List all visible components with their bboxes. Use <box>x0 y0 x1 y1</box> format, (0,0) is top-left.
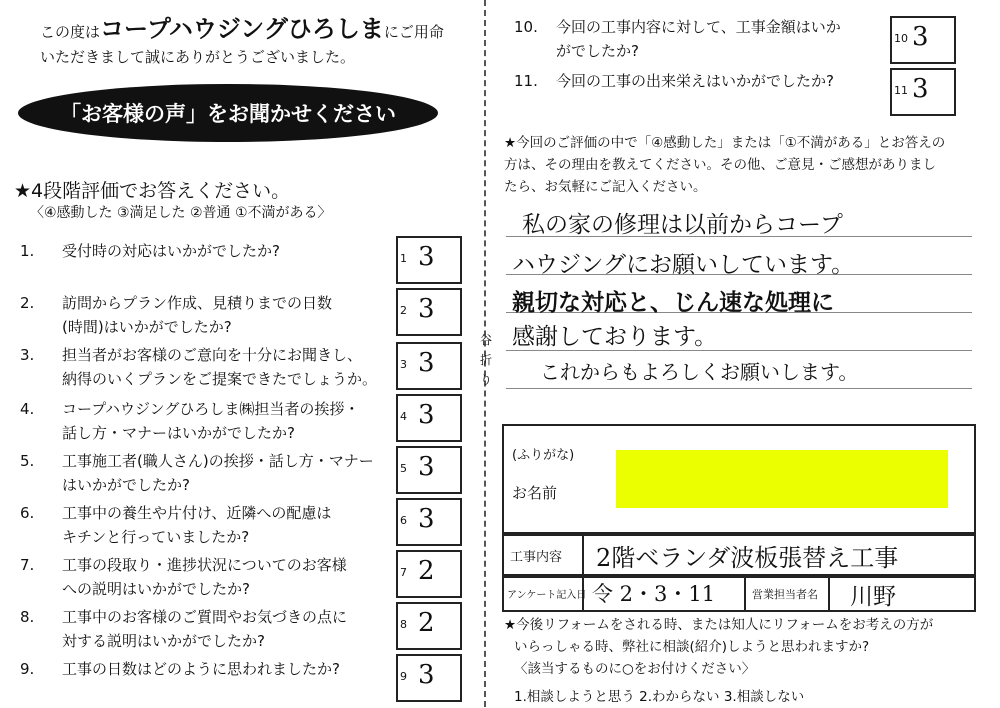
answer-value: 3 <box>912 22 929 52</box>
greeting-prefix: この度は <box>40 23 101 41</box>
customer-box <box>502 424 976 536</box>
footer-line-1: ★今後リフォームをされる時、または知人にリフォームをお考えの方が <box>504 617 934 633</box>
footer-line-2: いらっしゃる時、弊社に相談(紹介)しようと思われますか? <box>514 639 870 655</box>
question-text: はいかがでしたか? <box>62 476 190 494</box>
name-label: お名前 <box>512 484 558 502</box>
date-value: 令 2・3・11 <box>592 582 716 606</box>
work-row <box>502 532 976 578</box>
staff-value: 川野 <box>850 584 896 610</box>
question-text: 話し方・マナーはいかがでしたか? <box>62 424 295 442</box>
greeting-line-1 <box>40 14 444 43</box>
question-text: への説明はいかがでしたか? <box>62 580 250 598</box>
answer-box-number: 8 <box>400 618 407 631</box>
footer-line-3: 〈該当するものに○をお付けください〉 <box>514 661 756 677</box>
question-text: 納得のいくプランをご提案できたでしょうか。 <box>62 370 378 388</box>
answer-value: 3 <box>418 348 435 378</box>
footer-line-4: 1.相談しようと思う 2.わからない 3.相談しない <box>514 689 805 705</box>
answer-box-2[interactable] <box>396 288 462 336</box>
work-label: 工事内容 <box>510 550 563 565</box>
question-number: 10. <box>514 18 538 36</box>
name-redaction <box>616 450 948 508</box>
answer-box-number: 5 <box>400 462 407 475</box>
date-label-cell <box>504 576 587 610</box>
question-text: 工事施工者(職人さん)の挨拶・話し方・マナー <box>62 452 374 470</box>
comment-intro-1: ★今回のご評価の中で「④感動した」または「①不満がある」とお答えの <box>504 135 946 151</box>
furigana-label: (ふりがな) <box>512 448 575 463</box>
answer-value: 3 <box>418 660 435 690</box>
question-text: 担当者がお客様のご意向を十分にお聞きし、 <box>62 346 363 364</box>
answer-value: 3 <box>418 242 435 272</box>
answer-value: 3 <box>912 74 929 104</box>
comment-line-3: 親切な対応と、じん速な処理に <box>512 289 834 316</box>
answer-value: 3 <box>418 400 435 430</box>
answer-box-9[interactable] <box>396 654 462 702</box>
answer-box-number: 6 <box>400 514 407 527</box>
question-text: (時間)はいかがでしたか? <box>62 318 232 336</box>
answer-box-7[interactable] <box>396 550 462 598</box>
answer-box-number: 4 <box>400 410 407 423</box>
question-text: 訪問からプラン作成、見積りまでの日数 <box>62 294 333 312</box>
question-number: 11. <box>514 72 538 90</box>
question-number: 6. <box>20 504 35 522</box>
question-text: キチンと行っていましたか? <box>62 528 250 546</box>
answer-value: 2 <box>418 608 435 638</box>
question-text: 工事の日数はどのように思われましたか? <box>62 660 340 678</box>
comment-line-4: 感謝しております。 <box>512 324 718 350</box>
answer-box-number: 2 <box>400 304 407 317</box>
staff-label: 営業担当者名 <box>752 588 818 601</box>
answer-box-1[interactable] <box>396 236 462 284</box>
answer-box-number: 11 <box>894 84 908 97</box>
answer-value: 3 <box>418 452 435 482</box>
question-number: 8. <box>20 608 35 626</box>
staff-label-cell <box>744 576 830 610</box>
greeting-line-2: いただきまして誠にありがとうございました。 <box>40 48 356 66</box>
comment-line-1: 私の家の修理は以前からコープ <box>522 212 843 238</box>
question-number: 4. <box>20 400 35 418</box>
answer-value: 3 <box>418 294 435 324</box>
answer-box-4[interactable] <box>396 394 462 442</box>
question-text: 工事中の養生や片付け、近隣への配慮は <box>62 504 332 522</box>
answer-box-number: 1 <box>400 252 407 265</box>
question-text: がでしたか? <box>556 42 639 60</box>
question-number: 1. <box>20 242 35 260</box>
question-number: 9. <box>20 660 35 678</box>
answer-box-10[interactable] <box>890 16 956 64</box>
banner: 「お客様の声」をお聞かせください <box>18 84 438 142</box>
comment-line-2: ハウジングにお願いしています。 <box>512 252 855 278</box>
answer-box-8[interactable] <box>396 602 462 650</box>
work-value: 2階ベランダ波板張替え工事 <box>596 544 899 572</box>
answer-box-number: 10 <box>894 32 908 45</box>
rating-scale: 〈④感動した ③満足した ②普通 ①不満がある〉 <box>30 205 332 221</box>
question-text: 今回の工事の出来栄えはいかがでしたか? <box>556 72 834 90</box>
answer-value: 3 <box>418 504 435 534</box>
question-number: 2. <box>20 294 35 312</box>
survey-row <box>502 574 976 612</box>
greeting-suffix: にご用命 <box>383 23 444 41</box>
comment-intro-3: たら、お気軽にご記入ください。 <box>504 179 707 195</box>
answer-box-3[interactable] <box>396 342 462 390</box>
question-text: 受付時の対応はいかがでしたか? <box>62 242 280 260</box>
fold-label: 谷折り <box>479 333 492 387</box>
answer-box-number: 9 <box>400 670 407 683</box>
question-number: 5. <box>20 452 35 470</box>
brand-katakana: コープハウジング <box>100 15 288 43</box>
answer-value: 2 <box>418 556 435 586</box>
answer-box-5[interactable] <box>396 446 462 494</box>
question-text: 工事中のお客様のご質問やお気づきの点に <box>62 608 348 626</box>
question-number: 3. <box>20 346 35 364</box>
question-number: 7. <box>20 556 35 574</box>
brand-hiragana: ひろしま <box>287 14 384 43</box>
answer-box-number: 3 <box>400 358 407 371</box>
comment-intro-2: 方は、その理由を教えてください。その他、ご意見・ご感想がありまし <box>504 157 936 173</box>
date-label: アンケート記入日 <box>507 590 587 601</box>
question-text: 今回の工事内容に対して、工事金額はいか <box>556 18 841 36</box>
rating-heading: ★4段階評価でお答えください。 <box>14 180 291 202</box>
answer-box-6[interactable] <box>396 498 462 546</box>
question-text: コープハウジングひろしま㈱担当者の挨拶・ <box>62 400 360 418</box>
answer-box-11[interactable] <box>890 68 956 116</box>
answer-box-number: 7 <box>400 566 407 579</box>
question-text: 工事の段取り・進捗状況についてのお客様 <box>62 556 347 574</box>
work-label-cell <box>504 534 584 576</box>
comment-line-5: これからもよろしくお願いします。 <box>540 360 859 384</box>
comment-rule <box>506 388 972 389</box>
question-text: 対する説明はいかがでしたか? <box>62 632 265 650</box>
